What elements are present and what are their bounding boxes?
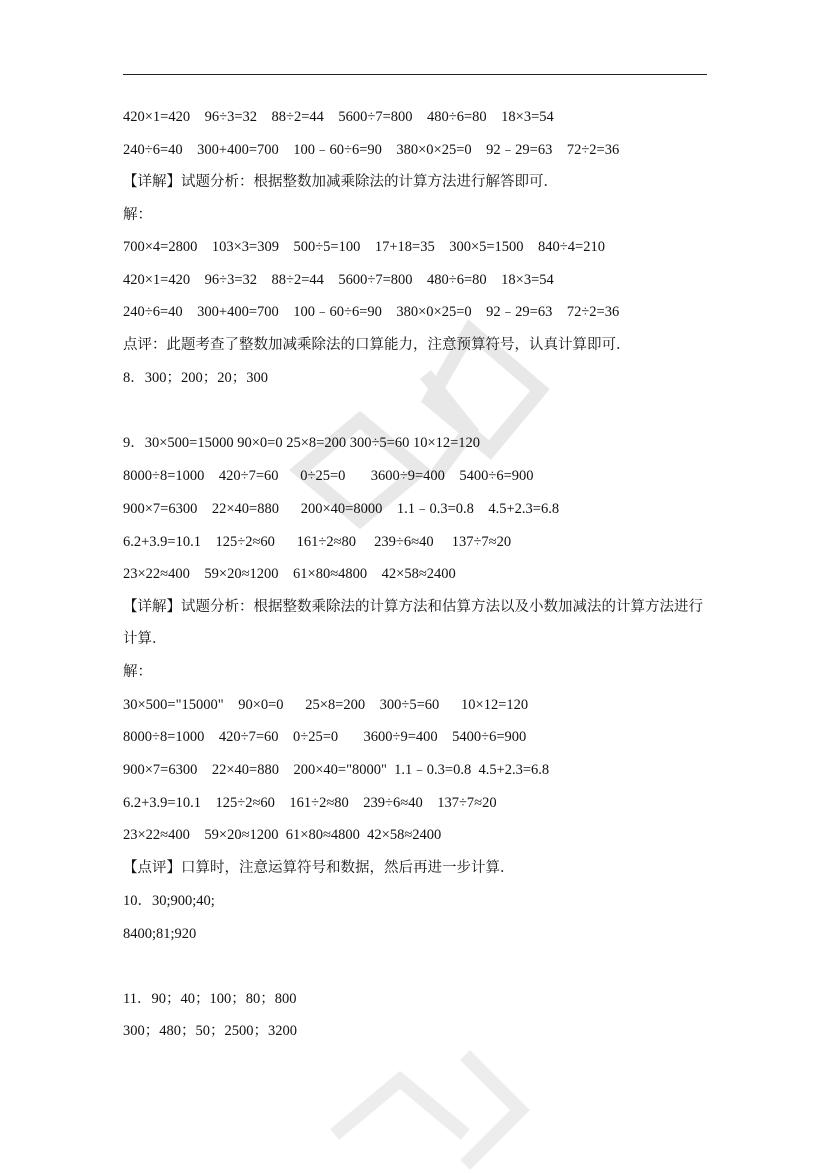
text-line: 420×1=420 96÷3=32 88÷2=44 5600÷7=800 480÷6=80 18×3=54: [123, 272, 554, 288]
text-line: 900×7=6300 22×40=880 200×40=8000 1.1﹣0.3=0.8 4.5+2.3=6.8: [123, 501, 560, 517]
text-line: 【详解】试题分析：根据整数加减乘除法的计算方法进行解答即可．: [123, 174, 558, 190]
text-line: 计算．: [123, 631, 167, 647]
text-line: 23×22≈400 59×20≈1200 61×80≈4800 42×58≈2400: [123, 827, 442, 843]
text-line: 6.2+3.9=10.1 125÷2≈60 161÷2≈80 239÷6≈40 137÷7≈20: [123, 795, 497, 811]
text-line: 11．90；40；100；80；800: [123, 991, 297, 1007]
text-line: 6.2+3.9=10.1 125÷2≈60 161÷2≈80 239÷6≈40 137÷7≈20: [123, 534, 512, 550]
text-line: 300；480；50；2500；3200: [123, 1023, 297, 1039]
text-line: 9．30×500=15000 90×0=0 25×8=200 300÷5=60 10×12=120: [123, 435, 481, 451]
text-line: 700×4=2800 103×3=309 500÷5=100 17+18=35 300×5=1500 840÷4=210: [123, 239, 605, 255]
text-line: 【点评】口算时，注意运算符号和数据，然后再进一步计算．: [123, 860, 515, 876]
text-line: 240÷6=40 300+400=700 100﹣60÷6=90 380×0×25=0 92﹣29=63 72÷2=36: [123, 142, 620, 158]
text-line: 解：: [123, 664, 152, 680]
text-line: 23×22≈400 59×20≈1200 61×80≈4800 42×58≈2400: [123, 566, 456, 582]
text-line: 240÷6=40 300+400=700 100﹣60÷6=90 380×0×25=0 92﹣29=63 72÷2=36: [123, 304, 620, 320]
text-line: 420×1=420 96÷3=32 88÷2=44 5600÷7=800 480÷6=80 18×3=54: [123, 109, 554, 125]
watermark-logo-upper: [300, 330, 540, 520]
text-line: 8400;81;920: [123, 926, 197, 942]
text-line: 8．300；200；20；300: [123, 370, 268, 386]
text-line: 8000÷8=1000 420÷7=60 0÷25=0 3600÷9=400 5400÷6=900: [123, 468, 534, 484]
text-line: 点评：此题考查了整数加减乘除法的口算能力，注意预算符号，认真计算即可．: [123, 337, 631, 353]
text-line: 900×7=6300 22×40=880 200×40="8000" 1.1﹣0.3=0.8 4.5+2.3=6.8: [123, 762, 550, 778]
text-line: 8000÷8=1000 420÷7=60 0÷25=0 3600÷9=400 5400÷6=900: [123, 729, 527, 745]
watermark-logo-lower: [340, 1060, 520, 1160]
header-rule: [123, 74, 707, 75]
text-line: 【详解】试题分析：根据整数乘除法的计算方法和估算方法以及小数加减法的计算方法进行: [123, 599, 703, 615]
text-line: 10．30;900;40;: [123, 893, 215, 909]
text-line: 30×500="15000" 90×0=0 25×8=200 300÷5=60 10×12=120: [123, 697, 529, 713]
text-line: 解：: [123, 207, 152, 223]
